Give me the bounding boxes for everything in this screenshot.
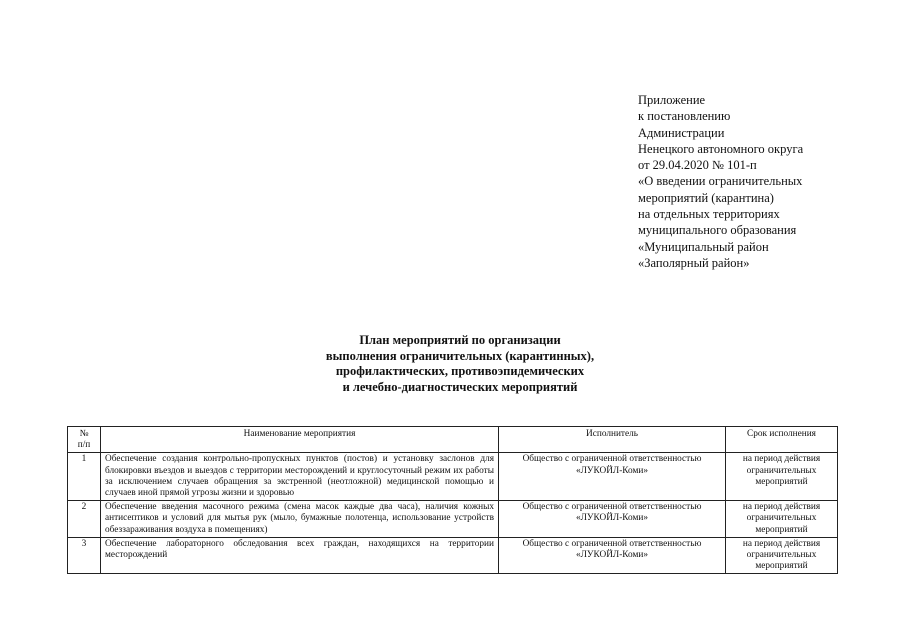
header-executor: Исполнитель <box>499 427 726 453</box>
row-deadline: на период действия ограничительных мероприятий <box>726 453 838 501</box>
title-line: выполнения ограничительных (карантинных), <box>325 348 595 363</box>
row-name: Обеспечение лабораторного обследования всех граждан, находящихся на территории месторождений <box>101 537 499 574</box>
plan-table <box>67 426 838 574</box>
appendix-line: к постановлению <box>638 109 731 124</box>
header-deadline: Срок исполнения <box>726 427 838 453</box>
row-executor: Общество с ограниченной ответственностью «ЛУКОЙЛ-Коми» <box>499 501 726 538</box>
appendix-line: Приложение <box>638 93 706 107</box>
row-name: Обеспечение создания контрольно-пропускных пунктов (постов) и установку заслонов для блокировки въездов и выездов с территории месторождений и круглосуточный режим их работы за исключением случаев обращения за экстренной (неотложной) медицинской помощью и случаев иной прямой угрозы жизни и здоровью <box>101 453 499 501</box>
appendix-line: мероприятий (карантина) <box>638 190 774 205</box>
table-row <box>68 453 838 501</box>
document-title <box>180 333 740 395</box>
table-header-row <box>68 427 838 453</box>
header-num: № п/п <box>68 427 101 453</box>
appendix-line: от 29.04.2020 № 101-п <box>638 158 757 173</box>
appendix-line: «О введении ограничительных <box>638 174 803 189</box>
row-num: 1 <box>68 453 101 501</box>
appendix-line: Ненецкого автономного округа <box>638 141 804 156</box>
row-name: Обеспечение введения масочного режима (смена масок каждые два часа), наличия кожных антисептиков и условий для мытья рук (мыло, бумажные полотенца, использование устройств обеззараживания воздуха в помещениях) <box>101 501 499 538</box>
appendix-block <box>638 92 888 271</box>
appendix-line: на отдельных территориях <box>638 207 780 222</box>
row-executor: Общество с ограниченной ответственностью «ЛУКОЙЛ-Коми» <box>499 537 726 574</box>
title-line: и лечебно-диагностических мероприятий <box>342 379 578 394</box>
row-executor: Общество с ограниченной ответственностью «ЛУКОЙЛ-Коми» <box>499 453 726 501</box>
table-row <box>68 501 838 538</box>
title-line: профилактических, противоэпидемических <box>335 364 585 378</box>
appendix-line: муниципального образования <box>638 223 797 238</box>
title-line: План мероприятий по организации <box>359 333 561 347</box>
header-name: Наименование мероприятия <box>101 427 499 453</box>
appendix-line: «Муниципальный район <box>638 239 769 254</box>
appendix-line: «Заполярный район» <box>638 255 750 270</box>
appendix-line: Администрации <box>638 125 725 140</box>
row-deadline: на период действия ограничительных мероприятий <box>726 501 838 538</box>
row-num: 2 <box>68 501 101 538</box>
table-row <box>68 537 838 574</box>
row-deadline: на период действия ограничительных мероприятий <box>726 537 838 574</box>
row-num: 3 <box>68 537 101 574</box>
